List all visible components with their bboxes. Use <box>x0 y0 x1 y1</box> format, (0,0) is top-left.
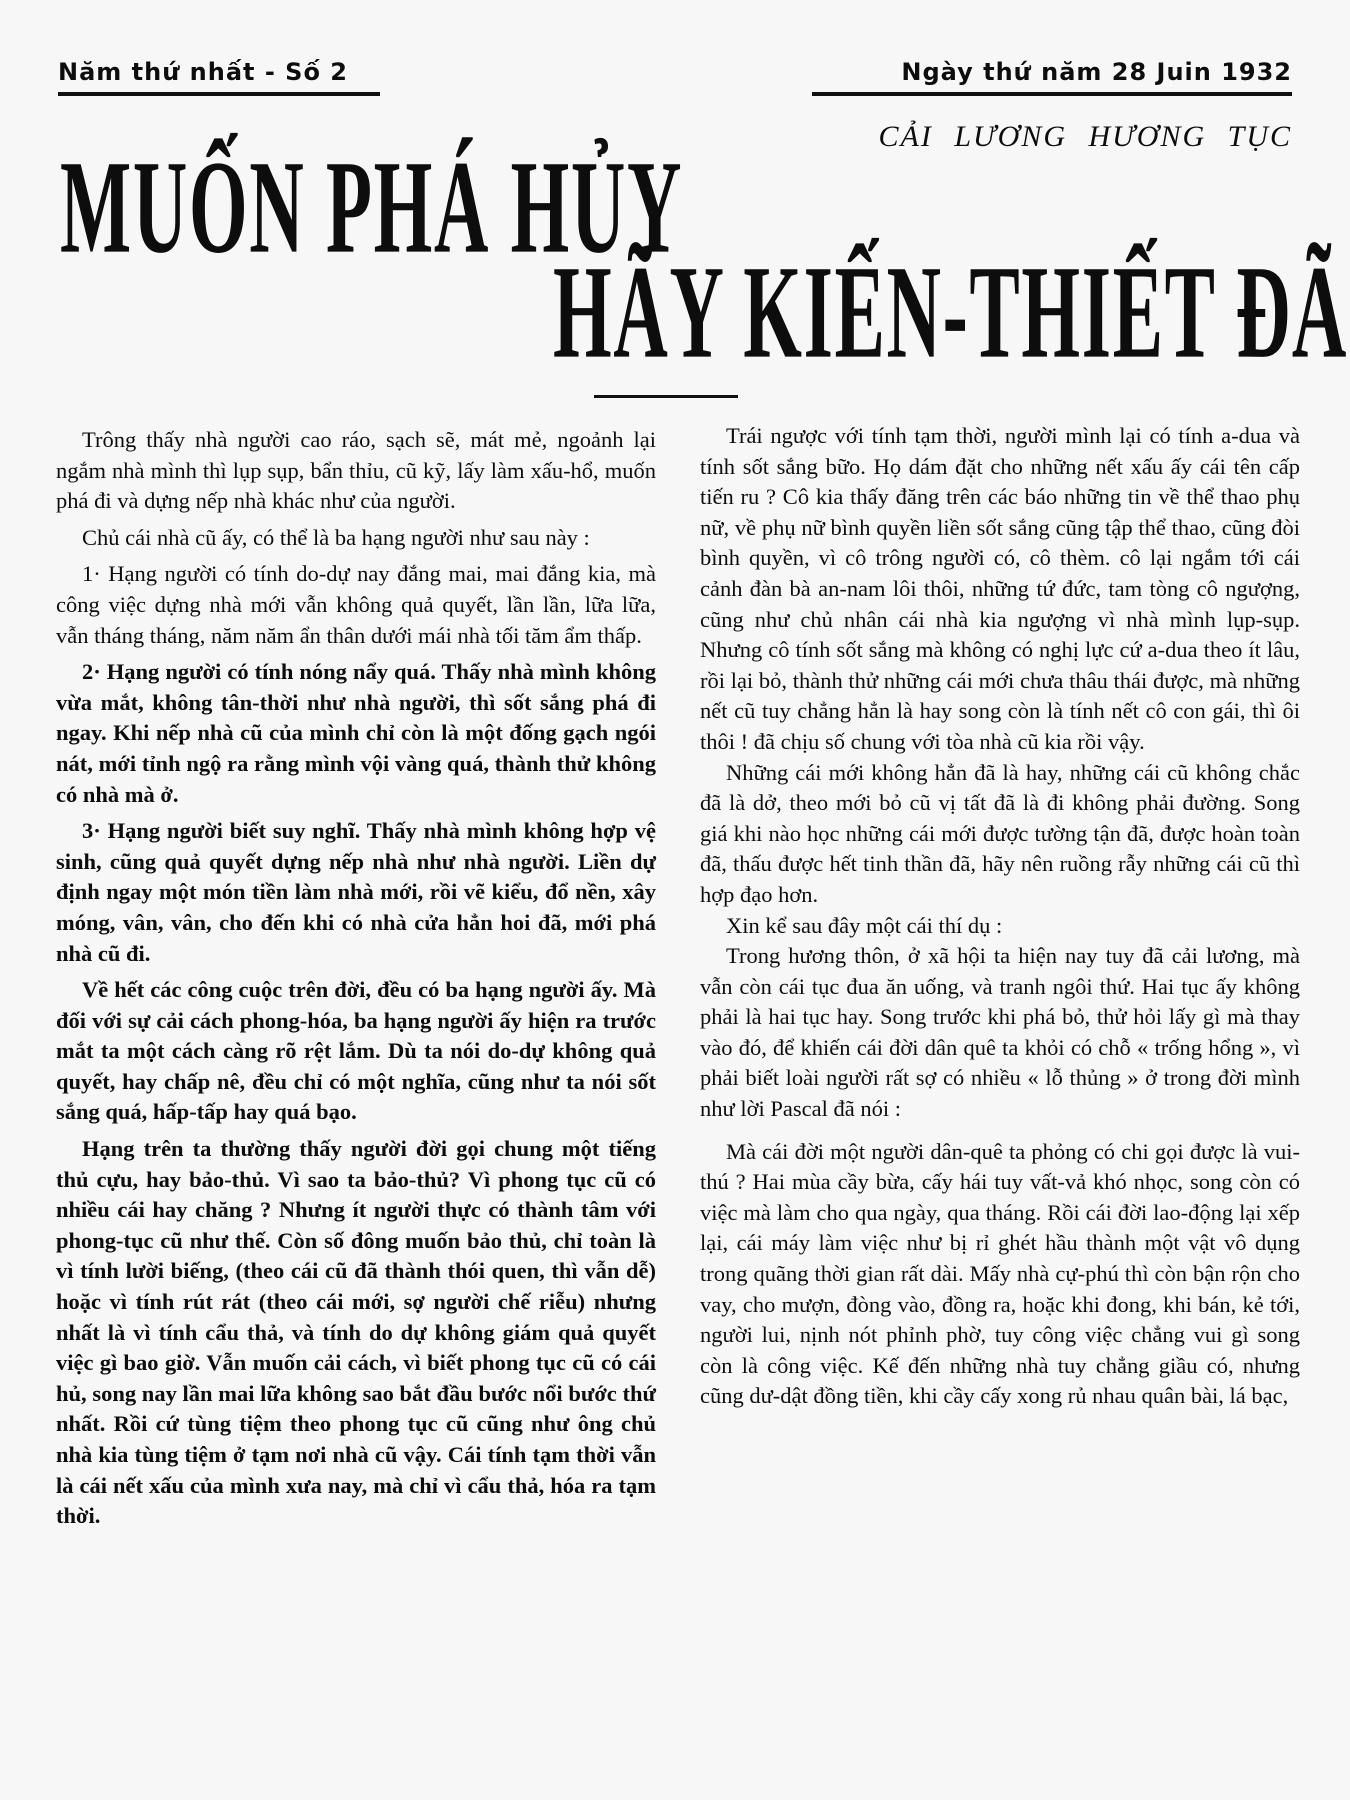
right-column <box>700 421 1300 1412</box>
paragraph: Trái ngược với tính tạm thời, người mình lại có tính a-dua và tính sốt sắng bữo. Họ dám đặt cho những nết xấu ấy cái tên cấp tiến ru ? Cô kia thấy đăng trên các báo những tin về thể thao phụ nữ, về phụ nữ bình quyền liền sốt sắng cũng tập thể thao, cũng đòi bình quyền, vì cô trông người có, cô thèm. cô lại ngắm tới cái cảnh đàn bà an-nam lôi thôi, những tứ đức, tam tòng cô ngượng, cũng như chủ nhân cái nhà kia ngượng vì nhà mình lụp-sụp. Nhưng cô tính sốt sắng mà không có nghị lực cứ a-dua theo ít lâu, rồi lại bỏ, thành thử những cái mới chưa thâu thái được, mà những nết cũ tuy chẳng hẳn là hay song còn là tính nết cô con gái, thì ôi thôi ! đã chịu số chung với tòa nhà cũ kia rồi vậy. <box>700 423 1300 754</box>
issue-date: Ngày thứ năm 28 Juin 1932 <box>812 58 1292 96</box>
issue-number: Năm thứ nhất - Số 2 <box>58 58 380 96</box>
left-column <box>56 425 656 1532</box>
title-divider <box>594 395 738 398</box>
paragraph: Mà cái đời một người dân-quê ta phỏng có chi gọi được là vui-thú ? Hai mùa cầy bừa, cấy hái tuy vất-vả khó nhọc, song còn có việc mà làm cho qua ngày, qua tháng. Rồi cái đời lao-động lại xếp lại, cái máy làm việc như bị rỉ ghét hầu thành một vật vô dụng trong quãng thời gian rất dài. Mấy nhà cự-phú thì còn bận rộn cho vay, cho mượn, đòng vào, đồng ra, hoặc khi đong, khi bán, kẻ tới, người lui, nịnh nót phỉnh phờ, tuy công việc chẳng vui gì song còn là công việc. Kế đến những nhà tuy chẳng giầu có, nhưng cũng dư-dật đồng tiền, khi cầy cấy xong rủ nhau quân bài, lá bạc, <box>700 1138 1300 1409</box>
section-label: CẢI LƯƠNG HƯƠNG TỤC <box>878 120 1292 153</box>
paragraph: Hạng trên ta thường thấy người đời gọi chung một tiếng thủ cựu, hay bảo-thủ. Vì sao ta bảo-thủ? Vì phong tục cũ có nhiều cái hay chăng ? Nhưng ít người thực có thành tâm với phong-tục cũ như thế. Còn số đông muốn bảo thủ, chỉ toàn là vì tính lười biếng, (theo cái cũ đã thành thói quen, thì vẫn dễ) hoặc vì tính rút rát (theo cái mới, sợ người chế riễu) nhưng nhất là vì tính cẩu thả, và tính do dự không giám quả quyết việc gì bao giờ. Vẫn muốn cải cách, vì biết phong tục cũ có cái hủ, song nay lần mai lữa không sao bắt đầu bước nổi bước thứ nhất. Rồi cứ tùng tiệm theo phong tục cũ cũng như ông chủ nhà kia tùng tiệm ở tạm nơi nhà cũ vậy. Cái tính tạm thời vẫn là cái nết xấu của mình xưa nay, mà chỉ vì cẩu thả, hóa ra tạm thời. <box>56 1136 656 1529</box>
paragraph: Những cái mới không hẳn đã là hay, những cái cũ không chắc đã là dở, theo mới bỏ cũ vị tất đã là đi không phải đường. Song giá khi nào học những cái mới được tường tận đã, được hoàn toàn đã, thấu được hết tinh thần đã, hãy nên ruồng rẫy những cái cũ thì hợp đạo hơn. <box>700 759 1300 907</box>
headline-line-1: MUỐN PHÁ HỦY <box>60 132 684 281</box>
paragraph: Xin kể sau đây một cái thí dụ : <box>726 912 1003 938</box>
headline-line-2: HÃY KIẾN-THIẾT ĐÃ <box>553 237 1348 386</box>
paragraph: Trong hương thôn, ở xã hội ta hiện nay tuy đã cải lương, mà vẫn còn cái tục đua ăn uống, và tranh ngôi thứ. Hai tục ấy không phải là hai tục hay. Song trước khi phá bỏ, thử hỏi lấy gì mà thay vào đó, để khiến cái đời dân quê ta khỏi có chỗ « trống hổng », vì phải biết loài người rất sợ có nhiều « lỗ thủng » ở trong đời mình như lời Pascal đã nói : <box>700 943 1300 1122</box>
paragraph: Chủ cái nhà cũ ấy, có thể là ba hạng người như sau này : <box>82 524 590 550</box>
paragraph: Trông thấy nhà người cao ráo, sạch sẽ, mát mẻ, ngoảnh lại ngắm nhà mình thì lụp sụp, bẩn thỉu, cũ kỹ, lấy làm xấu-hổ, muốn phá đi và dựng nếp nhà khác như của người. <box>56 427 656 514</box>
paragraph: 1· Hạng người có tính do-dự nay đắng mai, mai đắng kia, mà công việc dựng nhà mới vẫn không quả quyết, lần lần, lữa lữa, vẫn tháng tháng, năm năm ẩn thân dưới mái nhà tối tăm ẩm thấp. <box>56 561 656 648</box>
paragraph: Về hết các công cuộc trên đời, đều có ba hạng người ấy. Mà đối với sự cải cách phong-hóa, ba hạng người ấy hiện ra trước mắt ta một cách càng rõ rệt lắm. Dù ta nói do-dự không quả quyết, hay chấp nê, đều chỉ có một nghĩa, cũng như ta nói sốt sắng quá, hấp-tấp hay quá bạo. <box>56 977 656 1125</box>
paragraph: 2· Hạng người có tính nóng nẩy quá. Thấy nhà mình không vừa mắt, không tân-thời như nhà người, thì sốt sắng phá đi ngay. Khi nếp nhà cũ của mình chỉ còn là một đống gạch ngói nát, mới tỉnh ngộ ra rằng mình vội vàng quá, thành thử không có nhà mà ở. <box>56 659 656 807</box>
paragraph: 3· Hạng người biết suy nghĩ. Thấy nhà mình không hợp vệ sinh, cũng quả quyết dựng nếp nhà như nhà người. Liền dự định ngay một món tiền làm nhà mới, rồi vẽ kiểu, đổ nền, xây móng, vân, vân, cho đến khi có nhà cửa hẳn hoi đã, mới phá nhà cũ đi. <box>56 818 656 966</box>
